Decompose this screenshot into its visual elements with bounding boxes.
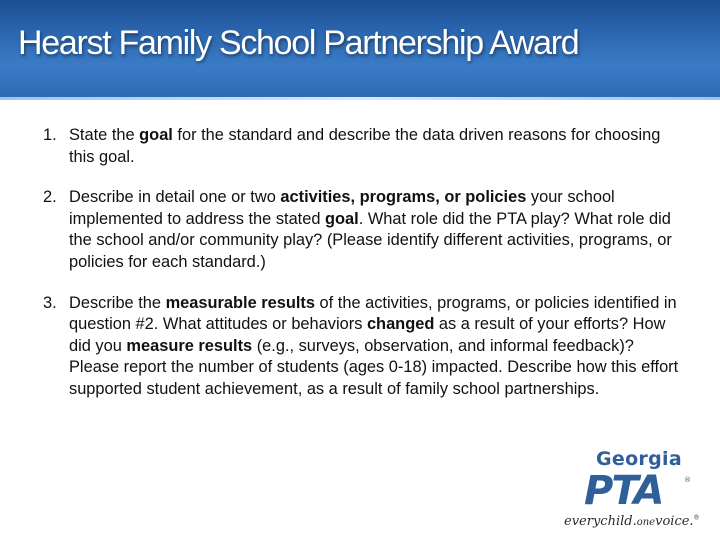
bold-segment: changed bbox=[366, 315, 435, 334]
pta-letters: PTA bbox=[584, 470, 663, 510]
item-text bbox=[69, 293, 683, 401]
bold-segment: measurable results bbox=[165, 293, 315, 312]
logo-state-name: Georgia bbox=[596, 448, 682, 470]
tagline-one: one bbox=[636, 517, 656, 528]
bold-segment: goal bbox=[139, 126, 173, 144]
text-segment: Describe in detail one or two bbox=[69, 188, 281, 207]
item-number: 2. bbox=[43, 188, 57, 207]
list-item bbox=[43, 125, 683, 168]
text-segment: Describe the bbox=[69, 293, 166, 312]
text-segment: State the bbox=[69, 126, 140, 144]
pta-logo-mark bbox=[584, 470, 720, 510]
trademark-mark: ® bbox=[693, 514, 700, 522]
text-segment: as a result of your efforts? How did you bbox=[69, 315, 666, 355]
georgia-pta-logo bbox=[560, 448, 720, 536]
item-text bbox=[69, 187, 683, 273]
text-segment: your school implemented to address the stated bbox=[69, 188, 615, 228]
text-segment: for the standard and describe the data driven reasons for choosing this goal. bbox=[69, 126, 661, 166]
item-text bbox=[69, 125, 683, 168]
question-list bbox=[43, 125, 683, 420]
title-banner bbox=[0, 0, 720, 100]
slide-title: Hearst Family School Partnership Award bbox=[18, 24, 579, 62]
tagline-every-child: everychild. bbox=[564, 514, 637, 529]
item-number: 3. bbox=[43, 293, 57, 312]
list-item bbox=[43, 293, 683, 401]
text-segment: . What role did the PTA play? What role did the school and/or community play? (Please identify different activities, programs, or policies for each standard.) bbox=[69, 209, 672, 271]
text-segment: of the activities, programs, or policies identified in question #2. What attitudes or behaviors bbox=[69, 293, 677, 334]
registered-mark: ® bbox=[684, 476, 691, 484]
bold-segment: activities, programs, or policies bbox=[280, 188, 527, 207]
logo-tagline bbox=[564, 514, 700, 529]
list-item bbox=[43, 187, 683, 273]
item-number: 1. bbox=[43, 126, 57, 144]
bold-segment: measure results bbox=[126, 336, 253, 355]
tagline-voice: voice. bbox=[655, 514, 694, 529]
bold-segment: goal bbox=[325, 209, 359, 228]
text-segment: (e.g., surveys, observation, and informal feedback)? Please report the number of students (ages 0-18) impacted. Describe how this effort supported student achievement, as a result of family school partnerships. bbox=[69, 336, 679, 398]
